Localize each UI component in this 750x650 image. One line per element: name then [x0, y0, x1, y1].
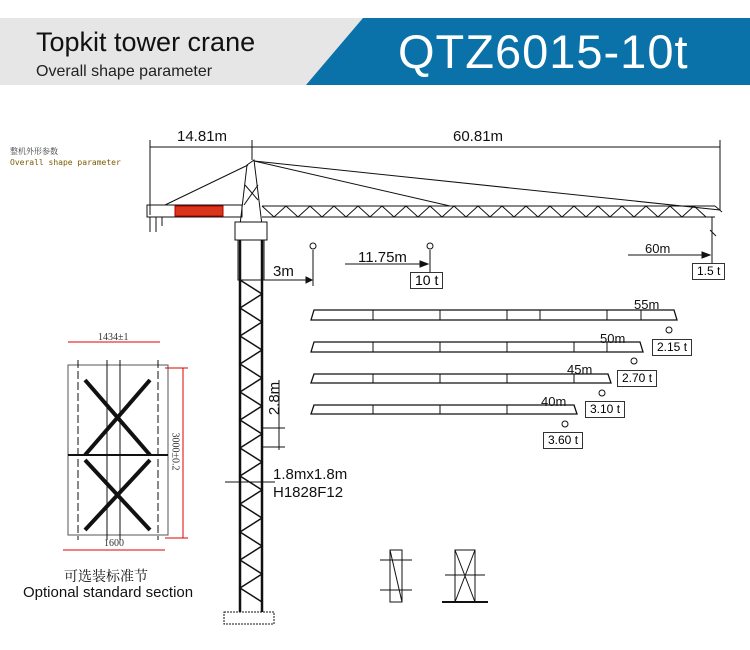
section-caption-en: Optional standard section	[23, 584, 194, 601]
mast-size: 1.8mx1.8m	[273, 466, 348, 483]
max-load-box: 10 t	[410, 272, 443, 289]
counter-jib	[147, 165, 248, 232]
trolley-offset: 3m	[273, 263, 294, 280]
page-subtitle: Overall shape parameter	[36, 63, 213, 80]
section-height-dim: 3000±0.2	[169, 432, 181, 471]
mast	[224, 240, 274, 624]
jib-length: 60.81m	[453, 128, 504, 145]
jib-option-load: 2.15 t	[652, 339, 692, 356]
jib-option-load: 2.70 t	[617, 370, 657, 387]
section-caption-cn: 可选装标准节	[64, 569, 148, 585]
caption-en: Overall shape parameter	[10, 158, 121, 167]
jib-option-load: 3.60 t	[543, 432, 583, 449]
max-load-radius: 11.75m	[358, 249, 407, 266]
small-elevation-figures	[380, 550, 488, 602]
section-width-top: 1434±1	[98, 332, 129, 343]
counter-jib-length: 14.81m	[177, 128, 228, 145]
top-dimension-line	[150, 140, 720, 215]
mast-model: H1828F12	[273, 484, 344, 501]
jib	[254, 161, 722, 236]
jib-option-length: 50m	[600, 331, 626, 346]
caption-cn: 整机外形参数	[10, 147, 58, 156]
jib-option-length: 40m	[541, 394, 567, 409]
section-height: 2.8m	[266, 381, 284, 416]
page-title: Topkit tower crane	[36, 27, 256, 57]
jib-option-load: 3.10 t	[585, 401, 625, 418]
tip-radius: 60m	[645, 241, 671, 256]
section-width-bottom: 1600	[104, 538, 124, 549]
model-name: QTZ6015-10t	[398, 25, 689, 78]
jib-option-length: 45m	[567, 362, 593, 377]
tip-load-box: 1.5 t	[692, 263, 725, 280]
jib-option-length: 55m	[634, 297, 660, 312]
